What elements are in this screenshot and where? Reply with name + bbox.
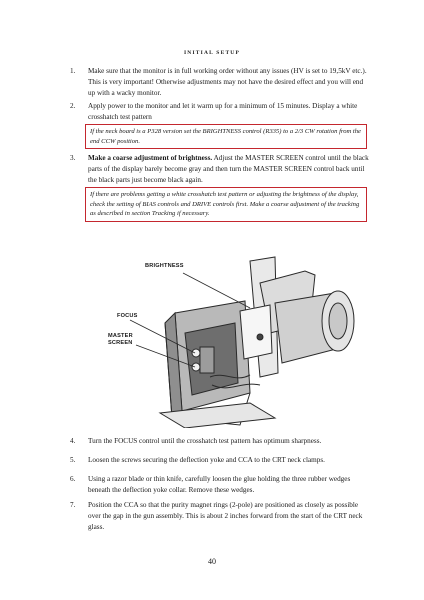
monitor-chassis-figure [100,253,370,428]
step-text: Make sure that the monitor is in full working order without any issues (HV is set to 19,5kV etc.). This is very important! Otherwise adjustments may not have the desired effect and you will end up with a wacky monitor. [88,67,367,97]
label-focus: FOCUS [117,313,138,319]
section-heading: INITIAL SETUP [183,50,241,56]
step-text: Position the CCA so that the purity magnet rings (2-pole) are positioned as closely as possible over the gap in the gun assembly. This is about 2 inches forward from the start of the CRT neck glass. [88,501,363,531]
step-4 [70,436,370,447]
step-text: Apply power to the monitor and let it warm up for a minimum of 15 minutes. Display a white crosshatch test pattern [88,102,358,121]
note-box: If there are problems getting a white crosshatch test pattern or adjusting the brightness of the display, check the setting of BIAS controls and DRIVE controls first. Make a coarse adjustment of the tracking as described in section Tracking if necessary. [85,187,367,222]
step-6 [70,474,370,496]
step-text: Loosen the screws securing the deflection yoke and CCA to the CRT neck clamps. [88,456,325,464]
step-number: 3. [70,154,76,162]
step-text: Turn the FOCUS control until the crosshatch test pattern has optimum sharpness. [88,437,322,445]
step-number: 4. [70,437,76,445]
label-brightness: BRIGHTNESS [145,263,184,269]
step-7 [70,500,370,533]
label-master-screen-1: MASTER [108,333,133,339]
note-box: If the neck board is a P328 version set the BRIGHTNESS control (R335) to a 2/3 CW rotation from the end CCW position. [85,124,367,149]
step-number: 5. [70,456,76,464]
page-number: 40 [208,557,216,566]
step-text: Using a razor blade or thin knife, carefully loosen the glue holding the three rubber wedges beneath the deflection yoke collar. Remove these wedges. [88,475,351,494]
step-number: 7. [70,501,76,509]
step-lead: Make a coarse adjustment of brightness. [88,154,213,162]
step-number: 2. [70,102,76,110]
label-master-screen-2: SCREEN [108,340,133,346]
chassis-illustration [100,253,370,428]
step-text [88,153,370,186]
step-number: 1. [70,67,76,75]
step-3 [70,153,370,186]
step-1 [70,66,370,99]
step-number: 6. [70,475,76,483]
step-body: Adjust the MASTER SCREEN control until the black parts of the display barely become gray and then turn the MASTER SCREEN control back until the black parts just become black again. [88,154,369,184]
step-2 [70,101,370,123]
step-5 [70,455,370,466]
